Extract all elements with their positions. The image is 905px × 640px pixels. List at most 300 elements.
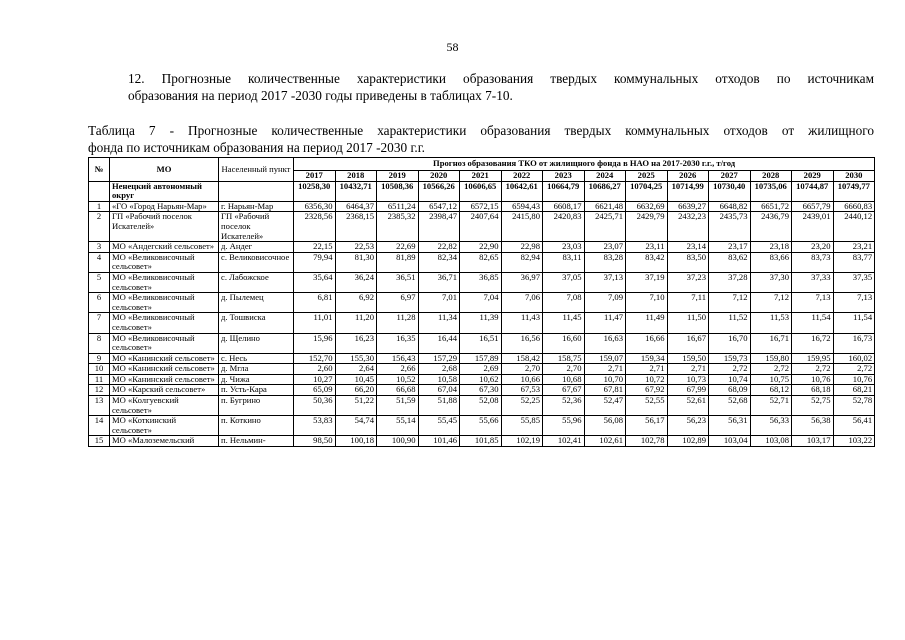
value-cell: 2432,23	[667, 212, 709, 242]
value-cell: 2429,79	[626, 212, 668, 242]
value-cell: 55,45	[418, 416, 460, 436]
settlement-cell: п. Усть-Кара	[219, 385, 294, 396]
value-cell: 6639,27	[667, 201, 709, 212]
value-cell: 10,75	[750, 374, 792, 385]
row-number: 12	[89, 385, 110, 396]
table-row	[89, 242, 875, 253]
value-cell: 6608,17	[543, 201, 585, 212]
table-row	[89, 436, 875, 447]
value-cell: 156,43	[377, 353, 419, 364]
header-year: 2019	[377, 171, 419, 182]
value-cell: 37,28	[709, 272, 751, 292]
caption-line: Таблица 7 - Прогнозные количественные характеристики образования твердых коммунальных отходов от жилищного	[88, 123, 874, 138]
municipality-cell: МО «Малоземельский	[110, 436, 219, 447]
value-cell: 6572,15	[460, 201, 502, 212]
header-year: 2030	[833, 171, 875, 182]
header-year: 2017	[294, 171, 336, 182]
value-cell: 2,71	[667, 364, 709, 375]
value-cell: 82,34	[418, 252, 460, 272]
value-cell: 23,18	[750, 242, 792, 253]
value-cell: 83,66	[750, 252, 792, 272]
value-cell: 101,85	[460, 436, 502, 447]
table-row	[89, 353, 875, 364]
value-cell: 16,73	[833, 333, 875, 353]
value-cell: 2,64	[335, 364, 377, 375]
municipality-cell: МО «Колгуевский сельсовет»	[110, 396, 219, 416]
value-cell: 23,07	[584, 242, 626, 253]
value-cell: 11,43	[501, 313, 543, 333]
value-cell: 10,45	[335, 374, 377, 385]
value-cell: 67,92	[626, 385, 668, 396]
header-year: 2029	[792, 171, 834, 182]
value-cell: 10,27	[294, 374, 336, 385]
settlement-cell	[219, 181, 294, 201]
value-cell: 16,63	[584, 333, 626, 353]
value-cell: 11,20	[335, 313, 377, 333]
waste-forecast-table	[88, 157, 875, 447]
value-cell: 6464,37	[335, 201, 377, 212]
row-number: 4	[89, 252, 110, 272]
table-header-row	[89, 158, 875, 171]
value-cell: 159,73	[709, 353, 751, 364]
value-cell: 83,77	[833, 252, 875, 272]
value-cell: 83,62	[709, 252, 751, 272]
value-cell: 2,72	[833, 364, 875, 375]
value-cell: 22,82	[418, 242, 460, 253]
municipality-cell: МО «Коткинский сельсовет»	[110, 416, 219, 436]
value-cell: 10432,71	[335, 181, 377, 201]
value-cell: 10,58	[418, 374, 460, 385]
value-cell: 67,53	[501, 385, 543, 396]
value-cell: 81,30	[335, 252, 377, 272]
value-cell: 23,20	[792, 242, 834, 253]
value-cell: 102,41	[543, 436, 585, 447]
value-cell: 53,83	[294, 416, 336, 436]
value-cell: 2,70	[501, 364, 543, 375]
paragraph-line: образования на период 2017 -2030 годы приведены в таблицах 7-10.	[128, 88, 513, 103]
value-cell: 37,23	[667, 272, 709, 292]
table-row	[89, 364, 875, 375]
value-cell: 16,44	[418, 333, 460, 353]
value-cell: 102,61	[584, 436, 626, 447]
value-cell: 11,54	[792, 313, 834, 333]
municipality-cell: МО «Андегский сельсовет»	[110, 242, 219, 253]
table-row	[89, 385, 875, 396]
value-cell: 2,66	[377, 364, 419, 375]
header-year: 2023	[543, 171, 585, 182]
municipality-cell: «ГО «Город Нарьян-Мар»	[110, 201, 219, 212]
value-cell: 66,20	[335, 385, 377, 396]
value-cell: 56,17	[626, 416, 668, 436]
value-cell: 10,76	[792, 374, 834, 385]
table-row	[89, 313, 875, 333]
value-cell: 56,23	[667, 416, 709, 436]
value-cell: 6511,24	[377, 201, 419, 212]
table-row	[89, 293, 875, 313]
table-body	[89, 181, 875, 446]
value-cell: 158,75	[543, 353, 585, 364]
header-year: 2020	[418, 171, 460, 182]
settlement-cell: с. Великовисочное	[219, 252, 294, 272]
value-cell: 11,47	[584, 313, 626, 333]
value-cell: 159,50	[667, 353, 709, 364]
value-cell: 10642,61	[501, 181, 543, 201]
value-cell: 10730,40	[709, 181, 751, 201]
settlement-cell: ГП «Рабочий поселок Искателей»	[219, 212, 294, 242]
table-row	[89, 396, 875, 416]
section-paragraph	[88, 70, 874, 104]
value-cell: 68,12	[750, 385, 792, 396]
value-cell: 67,99	[667, 385, 709, 396]
value-cell: 83,28	[584, 252, 626, 272]
table-total-row	[89, 181, 875, 201]
value-cell: 10735,06	[750, 181, 792, 201]
paragraph-line: 12. Прогнозные количественные характеристики образования твердых коммунальных отходов по источникам	[128, 71, 874, 86]
page-number: 58	[446, 40, 459, 54]
value-cell: 2407,64	[460, 212, 502, 242]
table-row	[89, 252, 875, 272]
row-number: 14	[89, 416, 110, 436]
value-cell: 6651,72	[750, 201, 792, 212]
row-number	[89, 181, 110, 201]
header-no: №	[89, 158, 110, 182]
value-cell: 2440,12	[833, 212, 875, 242]
value-cell: 16,51	[460, 333, 502, 353]
value-cell: 11,34	[418, 313, 460, 333]
header-year: 2021	[460, 171, 502, 182]
value-cell: 159,34	[626, 353, 668, 364]
value-cell: 67,81	[584, 385, 626, 396]
value-cell: 2,72	[709, 364, 751, 375]
value-cell: 56,08	[584, 416, 626, 436]
value-cell: 100,18	[335, 436, 377, 447]
municipality-cell: МО «Великовисочный сельсовет»	[110, 313, 219, 333]
value-cell: 2368,15	[335, 212, 377, 242]
table-row	[89, 272, 875, 292]
value-cell: 79,94	[294, 252, 336, 272]
value-cell: 2436,79	[750, 212, 792, 242]
value-cell: 2,72	[750, 364, 792, 375]
value-cell: 37,35	[833, 272, 875, 292]
value-cell: 7,09	[584, 293, 626, 313]
value-cell: 36,85	[460, 272, 502, 292]
value-cell: 7,06	[501, 293, 543, 313]
row-number: 10	[89, 364, 110, 375]
value-cell: 6660,83	[833, 201, 875, 212]
value-cell: 37,19	[626, 272, 668, 292]
header-year: 2027	[709, 171, 751, 182]
value-cell: 82,94	[501, 252, 543, 272]
value-cell: 23,14	[667, 242, 709, 253]
settlement-cell: д. Пылемец	[219, 293, 294, 313]
value-cell: 82,65	[460, 252, 502, 272]
value-cell: 36,97	[501, 272, 543, 292]
value-cell: 10,70	[584, 374, 626, 385]
value-cell: 55,14	[377, 416, 419, 436]
row-number: 6	[89, 293, 110, 313]
value-cell: 55,85	[501, 416, 543, 436]
settlement-cell: п. Коткино	[219, 416, 294, 436]
value-cell: 16,56	[501, 333, 543, 353]
value-cell: 7,13	[833, 293, 875, 313]
value-cell: 7,13	[792, 293, 834, 313]
value-cell: 52,55	[626, 396, 668, 416]
value-cell: 51,59	[377, 396, 419, 416]
settlement-cell: д. Чижа	[219, 374, 294, 385]
value-cell: 10,72	[626, 374, 668, 385]
municipality-cell: МО «Канинский сельсовет»	[110, 353, 219, 364]
value-cell: 102,19	[501, 436, 543, 447]
value-cell: 22,98	[501, 242, 543, 253]
value-cell: 37,05	[543, 272, 585, 292]
settlement-cell: с. Лабожское	[219, 272, 294, 292]
header-year: 2026	[667, 171, 709, 182]
value-cell: 103,04	[709, 436, 751, 447]
value-cell: 52,71	[750, 396, 792, 416]
municipality-cell: МО «Великовисочный сельсовет»	[110, 272, 219, 292]
value-cell: 52,75	[792, 396, 834, 416]
value-cell: 16,23	[335, 333, 377, 353]
value-cell: 7,10	[626, 293, 668, 313]
table-row	[89, 212, 875, 242]
value-cell: 67,30	[460, 385, 502, 396]
value-cell: 23,11	[626, 242, 668, 253]
settlement-cell: д. Щелино	[219, 333, 294, 353]
value-cell: 16,72	[792, 333, 834, 353]
value-cell: 10686,27	[584, 181, 626, 201]
value-cell: 6657,79	[792, 201, 834, 212]
value-cell: 68,18	[792, 385, 834, 396]
value-cell: 2,72	[792, 364, 834, 375]
value-cell: 23,21	[833, 242, 875, 253]
value-cell: 66,68	[377, 385, 419, 396]
value-cell: 22,90	[460, 242, 502, 253]
row-number: 8	[89, 333, 110, 353]
value-cell: 158,42	[501, 353, 543, 364]
value-cell: 55,66	[460, 416, 502, 436]
municipality-cell: МО «Великовисочный сельсовет»	[110, 293, 219, 313]
value-cell: 2398,47	[418, 212, 460, 242]
value-cell: 159,07	[584, 353, 626, 364]
value-cell: 16,67	[667, 333, 709, 353]
value-cell: 10,52	[377, 374, 419, 385]
settlement-cell: п. Нельмин-	[219, 436, 294, 447]
settlement-cell: д. Тошвиска	[219, 313, 294, 333]
table-row	[89, 333, 875, 353]
value-cell: 51,22	[335, 396, 377, 416]
settlement-cell: д. Андег	[219, 242, 294, 253]
value-cell: 52,47	[584, 396, 626, 416]
value-cell: 37,13	[584, 272, 626, 292]
value-cell: 6547,12	[418, 201, 460, 212]
header-settlement: Населенный пункт	[219, 158, 294, 182]
value-cell: 52,61	[667, 396, 709, 416]
value-cell: 81,89	[377, 252, 419, 272]
value-cell: 11,01	[294, 313, 336, 333]
header-mo: МО	[110, 158, 219, 182]
table-row	[89, 374, 875, 385]
value-cell: 10,68	[543, 374, 585, 385]
value-cell: 2385,32	[377, 212, 419, 242]
value-cell: 56,33	[750, 416, 792, 436]
value-cell: 160,02	[833, 353, 875, 364]
value-cell: 83,11	[543, 252, 585, 272]
value-cell: 103,22	[833, 436, 875, 447]
value-cell: 6356,30	[294, 201, 336, 212]
value-cell: 11,54	[833, 313, 875, 333]
value-cell: 68,21	[833, 385, 875, 396]
value-cell: 36,51	[377, 272, 419, 292]
value-cell: 103,08	[750, 436, 792, 447]
value-cell: 15,96	[294, 333, 336, 353]
value-cell: 35,64	[294, 272, 336, 292]
value-cell: 6,92	[335, 293, 377, 313]
value-cell: 55,96	[543, 416, 585, 436]
value-cell: 7,12	[709, 293, 751, 313]
value-cell: 10,76	[833, 374, 875, 385]
value-cell: 7,12	[750, 293, 792, 313]
row-number: 5	[89, 272, 110, 292]
value-cell: 6632,69	[626, 201, 668, 212]
value-cell: 83,50	[667, 252, 709, 272]
value-cell: 83,73	[792, 252, 834, 272]
table-row	[89, 416, 875, 436]
header-year: 2024	[584, 171, 626, 182]
value-cell: 10749,77	[833, 181, 875, 201]
row-number: 2	[89, 212, 110, 242]
value-cell: 2420,83	[543, 212, 585, 242]
value-cell: 23,17	[709, 242, 751, 253]
value-cell: 36,71	[418, 272, 460, 292]
value-cell: 51,88	[418, 396, 460, 416]
value-cell: 100,90	[377, 436, 419, 447]
value-cell: 6594,43	[501, 201, 543, 212]
value-cell: 7,11	[667, 293, 709, 313]
value-cell: 2439,01	[792, 212, 834, 242]
value-cell: 83,42	[626, 252, 668, 272]
row-number: 9	[89, 353, 110, 364]
value-cell: 10606,65	[460, 181, 502, 201]
value-cell: 2,68	[418, 364, 460, 375]
value-cell: 22,69	[377, 242, 419, 253]
municipality-cell: МО «Великовисочный сельсовет»	[110, 252, 219, 272]
value-cell: 52,25	[501, 396, 543, 416]
value-cell: 157,29	[418, 353, 460, 364]
settlement-cell: д. Мгла	[219, 364, 294, 375]
table-caption	[88, 122, 874, 156]
value-cell: 10,66	[501, 374, 543, 385]
value-cell: 2425,71	[584, 212, 626, 242]
value-cell: 10714,99	[667, 181, 709, 201]
municipality-cell: МО «Канинский сельсовет»	[110, 364, 219, 375]
value-cell: 152,70	[294, 353, 336, 364]
value-cell: 7,04	[460, 293, 502, 313]
value-cell: 68,09	[709, 385, 751, 396]
value-cell: 2,71	[626, 364, 668, 375]
value-cell: 22,53	[335, 242, 377, 253]
value-cell: 102,89	[667, 436, 709, 447]
value-cell: 16,60	[543, 333, 585, 353]
municipality-cell: МО «Великовисочный сельсовет»	[110, 333, 219, 353]
value-cell: 2435,73	[709, 212, 751, 242]
value-cell: 7,08	[543, 293, 585, 313]
value-cell: 6,97	[377, 293, 419, 313]
value-cell: 16,71	[750, 333, 792, 353]
value-cell: 10664,79	[543, 181, 585, 201]
value-cell: 16,70	[709, 333, 751, 353]
value-cell: 2,69	[460, 364, 502, 375]
value-cell: 2,71	[584, 364, 626, 375]
value-cell: 10258,30	[294, 181, 336, 201]
value-cell: 10566,26	[418, 181, 460, 201]
value-cell: 65,09	[294, 385, 336, 396]
table-row	[89, 201, 875, 212]
value-cell: 10,74	[709, 374, 751, 385]
value-cell: 6621,48	[584, 201, 626, 212]
value-cell: 67,04	[418, 385, 460, 396]
header-year: 2022	[501, 171, 543, 182]
row-number: 7	[89, 313, 110, 333]
header-year: 2018	[335, 171, 377, 182]
value-cell: 52,36	[543, 396, 585, 416]
row-number: 3	[89, 242, 110, 253]
value-cell: 10,73	[667, 374, 709, 385]
value-cell: 52,68	[709, 396, 751, 416]
value-cell: 6648,82	[709, 201, 751, 212]
value-cell: 159,95	[792, 353, 834, 364]
value-cell: 157,89	[460, 353, 502, 364]
row-number: 11	[89, 374, 110, 385]
value-cell: 6,81	[294, 293, 336, 313]
header-forecast: Прогноз образования ТКО от жилищного фонда в НАО на 2017-2030 г.г., т/год	[294, 158, 875, 171]
settlement-cell: с. Несь	[219, 353, 294, 364]
municipality-cell: МО «Карский сельсовет»	[110, 385, 219, 396]
value-cell: 2,60	[294, 364, 336, 375]
value-cell: 52,78	[833, 396, 875, 416]
value-cell: 67,67	[543, 385, 585, 396]
value-cell: 102,78	[626, 436, 668, 447]
value-cell: 10744,87	[792, 181, 834, 201]
value-cell: 54,74	[335, 416, 377, 436]
municipality-cell: ГП «Рабочий поселок Искателей»	[110, 212, 219, 242]
value-cell: 16,35	[377, 333, 419, 353]
row-number: 13	[89, 396, 110, 416]
value-cell: 16,66	[626, 333, 668, 353]
value-cell: 52,08	[460, 396, 502, 416]
municipality-cell: Ненецкий автономный округ	[110, 181, 219, 201]
value-cell: 7,01	[418, 293, 460, 313]
value-cell: 155,30	[335, 353, 377, 364]
value-cell: 159,80	[750, 353, 792, 364]
value-cell: 56,31	[709, 416, 751, 436]
header-year: 2025	[626, 171, 668, 182]
value-cell: 98,50	[294, 436, 336, 447]
value-cell: 2,70	[543, 364, 585, 375]
value-cell: 2328,56	[294, 212, 336, 242]
value-cell: 10,62	[460, 374, 502, 385]
header-year: 2028	[750, 171, 792, 182]
value-cell: 2415,80	[501, 212, 543, 242]
municipality-cell: МО «Канинский сельсовет»	[110, 374, 219, 385]
value-cell: 23,03	[543, 242, 585, 253]
value-cell: 11,49	[626, 313, 668, 333]
value-cell: 37,30	[750, 272, 792, 292]
value-cell: 11,50	[667, 313, 709, 333]
settlement-cell: г. Нарьян-Мар	[219, 201, 294, 212]
settlement-cell: п. Бугрино	[219, 396, 294, 416]
value-cell: 101,46	[418, 436, 460, 447]
value-cell: 10508,36	[377, 181, 419, 201]
